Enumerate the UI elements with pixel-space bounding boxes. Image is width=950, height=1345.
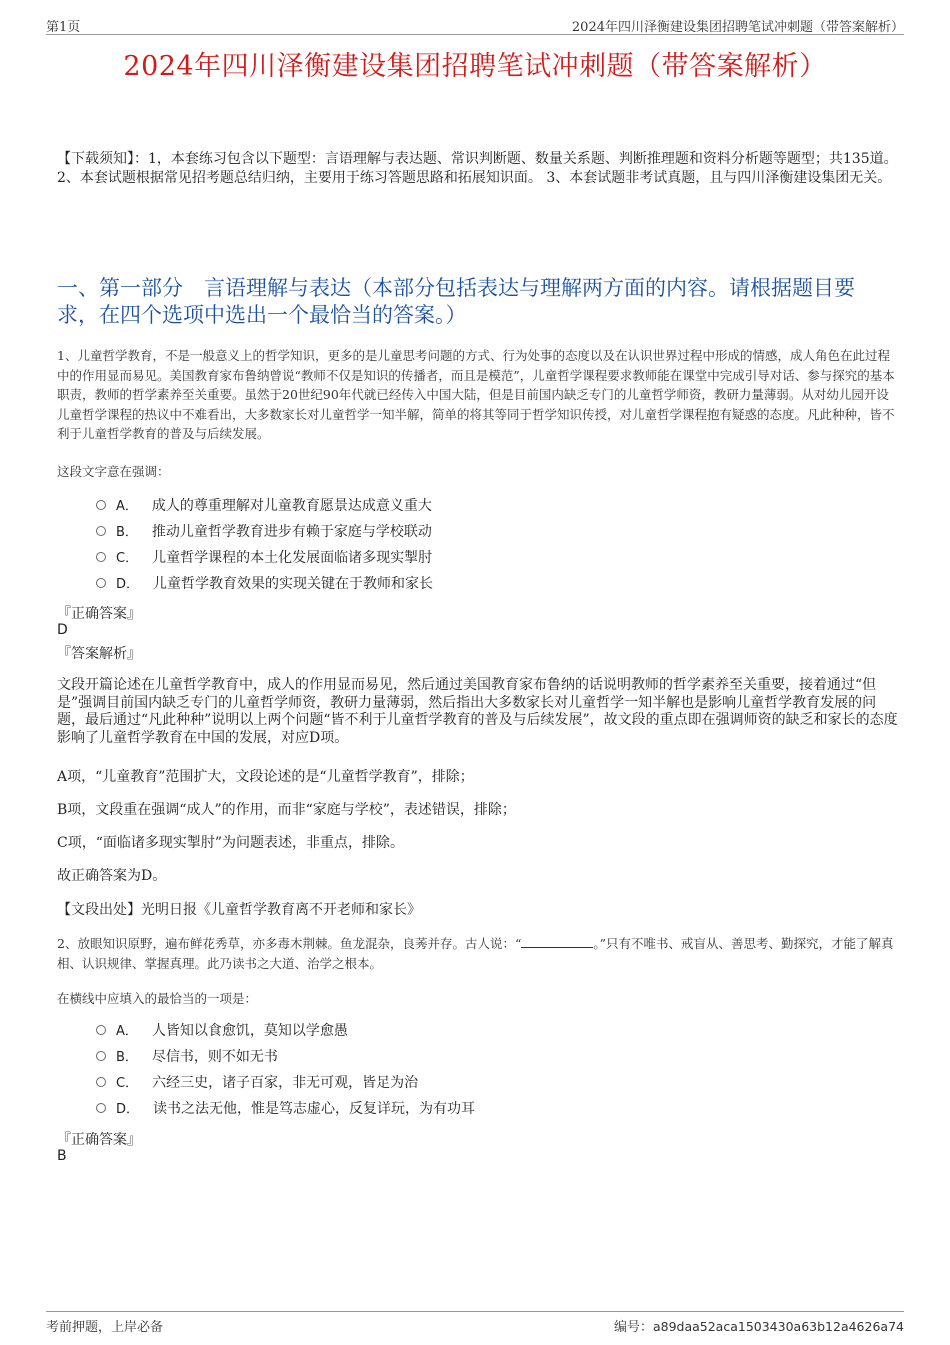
question-2-prompt: 在横线中应填入的最恰当的一项是： bbox=[57, 991, 258, 1006]
radio-button-icon[interactable] bbox=[96, 578, 106, 588]
option-a[interactable]: A． 成人的尊重理解对儿童教育愿景达成意义重大 bbox=[96, 493, 433, 519]
analysis-label: 『答案解析』 bbox=[57, 646, 141, 662]
radio-button-icon[interactable] bbox=[96, 1077, 106, 1087]
radio-button-icon[interactable] bbox=[96, 1103, 106, 1113]
document-title: 2024年四川泽衡建设集团招聘笔试冲刺题（带答案解析） bbox=[123, 51, 827, 82]
analysis-conclusion: 故正确答案为D。 bbox=[57, 868, 167, 884]
option-d[interactable]: D． 儿童哲学教育效果的实现关键在于教师和家长 bbox=[96, 571, 433, 597]
download-notice: 【下载须知】：1，本套练习包含以下题型：言语理解与表达题、常识判断题、数量关系题、判断推理题和资料分析题等题型；共135道。 2、本套试题根据常见招考题总结归纳，主要用于练习答题思路和拓展知识面。 3、本套试题非考试真题，且与四川泽衡建设集团无关。 bbox=[57, 151, 898, 186]
page-footer bbox=[46, 1311, 904, 1335]
correct-answer: B bbox=[57, 1148, 67, 1164]
footer-slogan: 考前押题，上岸必备 bbox=[46, 1320, 164, 1335]
question-2-text: 2、放眼知识原野，遍布鲜花秀草，亦多毒木荆棘。鱼龙混杂，良莠并存。古人说：“ 。”只有不唯书、戒盲从、善思考、勤探究，才能了解真相、认识规律、掌握真理。此乃读书之大道、治学之根本。 bbox=[57, 936, 894, 971]
correct-answer: D bbox=[57, 622, 68, 638]
correct-answer-label: 『正确答案』 bbox=[57, 1132, 141, 1148]
option-d[interactable]: D． 读书之法无他，惟是笃志虚心，反复详玩，为有功耳 bbox=[96, 1096, 475, 1122]
option-c[interactable]: C． 儿童哲学课程的本土化发展面临诸多现实掣肘 bbox=[96, 545, 433, 571]
fill-blank bbox=[521, 936, 593, 948]
analysis-option-a: A项，“儿童教育”范围扩大，文段论述的是“儿童哲学教育”，排除； bbox=[57, 769, 474, 785]
source-citation: 【文段出处】光明日报《儿童哲学教育离不开老师和家长》 bbox=[57, 902, 421, 918]
header-doc-title: 2024年四川泽衡建设集团招聘笔试冲刺题（带答案解析） bbox=[571, 20, 904, 35]
analysis-option-c: C项，“面临诸多现实掣肘”为问题表述，非重点，排除。 bbox=[57, 835, 405, 851]
footer-code: 编号：a89daa52aca1503430a63b12a4626a74 bbox=[613, 1319, 904, 1335]
option-a[interactable]: A． 人皆知以食愈饥，莫知以学愈愚 bbox=[96, 1018, 475, 1044]
option-c[interactable]: C． 六经三史，诸子百家，非无可观，皆足为治 bbox=[96, 1070, 475, 1096]
question-1-options bbox=[96, 493, 433, 597]
radio-button-icon[interactable] bbox=[96, 500, 106, 510]
page-header bbox=[46, 14, 904, 35]
analysis-text: 文段开篇论述在儿童哲学教育中，成人的作用显而易见，然后通过美国教育家布鲁纳的话说明教师的哲学素养至关重要，接着通过“但是”强调目前国内缺乏专门的儿童哲学师资，教研力量薄弱，然后指出大多数家长对儿童哲学一知半解也是影响儿童哲学教育发展的问题，最后通过“凡此种种”说明以上两个问题“皆不利于儿童哲学教育的普及与后续发展”，故文段的重点即在强调师资的缺乏和家长的态度影响了儿童哲学教育在中国的发展，对应D项。 bbox=[57, 677, 898, 746]
option-b[interactable]: B． 推动儿童哲学教育进步有赖于家庭与学校联动 bbox=[96, 519, 433, 545]
page-number: 第1页 bbox=[46, 20, 81, 35]
radio-button-icon[interactable] bbox=[96, 1051, 106, 1061]
radio-button-icon[interactable] bbox=[96, 1025, 106, 1035]
radio-button-icon[interactable] bbox=[96, 526, 106, 536]
question-1-text: 1、儿童哲学教育，不是一般意义上的哲学知识，更多的是儿童思考问题的方式、行为处事的态度以及在认识世界过程中形成的情感，成人角色在此过程中的作用显而易见。美国教育家布鲁纳曾说“教师不仅是知识的传播者，而且是模范”，儿童哲学课程要求教师能在课堂中完成引导对话、参与探究的基本职责，教师的哲学素养至关重要。虽然于20世纪90年代就已经传入中国大陆，但是目前国内缺乏专门的儿童哲学师资，教研力量薄弱。从对幼儿园开设儿童哲学课程的热议中不难看出，大多数家长对儿童哲学一知半解，简单的将其等同于哲学知识传授，对儿童哲学课程抱有疑惑的态度。凡此种种，皆不利于儿童哲学教育的普及与后续发展。 bbox=[57, 348, 895, 441]
question-1-prompt: 这段文字意在强调： bbox=[57, 464, 170, 479]
analysis-option-b: B项，文段重在强调“成人”的作用，而非“家庭与学校”，表述错误，排除； bbox=[57, 802, 516, 818]
correct-answer-label: 『正确答案』 bbox=[57, 606, 141, 622]
radio-button-icon[interactable] bbox=[96, 552, 106, 562]
question-2-options bbox=[96, 1018, 475, 1122]
option-b[interactable]: B． 尽信书，则不如无书 bbox=[96, 1044, 475, 1070]
section-title: 一、第一部分 言语理解与表达（本部分包括表达与理解两方面的内容。请根据题目要求，在四个选项中选出一个最恰当的答案。） bbox=[57, 276, 855, 327]
